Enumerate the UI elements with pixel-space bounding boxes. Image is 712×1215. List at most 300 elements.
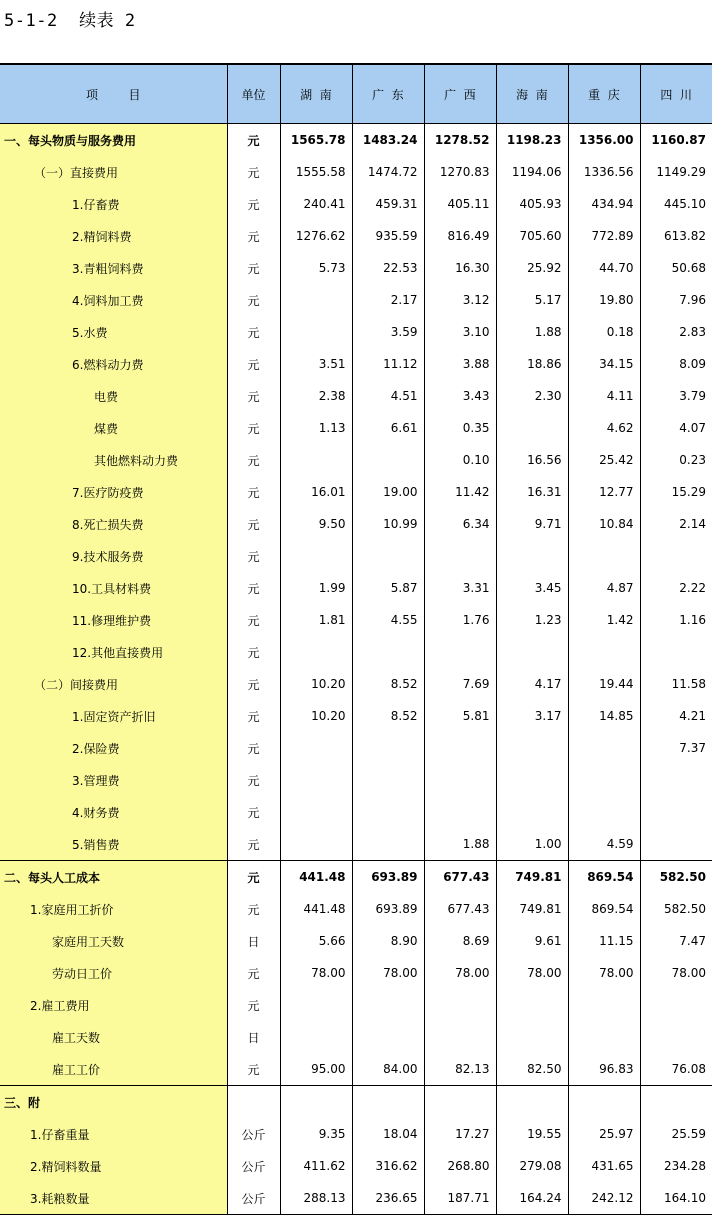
table-row — [0, 348, 712, 380]
row-value: 6.34 — [424, 508, 496, 540]
row-value — [424, 989, 496, 1021]
row-value: 693.89 — [352, 861, 424, 894]
row-value: 1160.87 — [640, 124, 712, 157]
row-value: 25.92 — [496, 252, 568, 284]
row-value — [424, 636, 496, 668]
row-label: 1.仔畜费 — [0, 188, 227, 220]
row-value: 2.38 — [280, 380, 352, 412]
row-label: 家庭用工天数 — [0, 925, 227, 957]
row-value — [424, 732, 496, 764]
row-value: 5.73 — [280, 252, 352, 284]
row-unit: 元 — [227, 444, 280, 476]
row-value: 17.27 — [424, 1118, 496, 1150]
row-unit: 元 — [227, 508, 280, 540]
row-value — [280, 636, 352, 668]
row-value: 1.23 — [496, 604, 568, 636]
row-value: 279.08 — [496, 1150, 568, 1182]
row-value: 7.37 — [640, 732, 712, 764]
table-row — [0, 861, 712, 894]
row-value: 1.42 — [568, 604, 640, 636]
row-label: 12.其他直接费用 — [0, 636, 227, 668]
table-header-row — [0, 64, 712, 124]
row-value: 5.66 — [280, 925, 352, 957]
row-label: 1.家庭用工折价 — [0, 893, 227, 925]
row-value: 445.10 — [640, 188, 712, 220]
row-value: 1.00 — [496, 828, 568, 861]
row-unit: 元 — [227, 348, 280, 380]
row-value — [352, 989, 424, 1021]
row-value: 3.79 — [640, 380, 712, 412]
row-value: 582.50 — [640, 861, 712, 894]
row-value — [568, 540, 640, 572]
row-value: 1.88 — [424, 828, 496, 861]
row-value: 411.62 — [280, 1150, 352, 1182]
row-unit: 元 — [227, 764, 280, 796]
row-value: 95.00 — [280, 1053, 352, 1086]
row-value — [352, 540, 424, 572]
row-value: 3.43 — [424, 380, 496, 412]
row-value: 16.31 — [496, 476, 568, 508]
row-value — [640, 764, 712, 796]
row-value: 3.17 — [496, 700, 568, 732]
row-unit: 公斤 — [227, 1182, 280, 1215]
row-value: 76.08 — [640, 1053, 712, 1086]
row-label: 3.管理费 — [0, 764, 227, 796]
row-unit — [227, 1086, 280, 1119]
table-row — [0, 156, 712, 188]
table-row — [0, 636, 712, 668]
row-unit: 元 — [227, 732, 280, 764]
table-row — [0, 796, 712, 828]
row-value: 187.71 — [424, 1182, 496, 1215]
row-value: 11.42 — [424, 476, 496, 508]
row-value: 1.76 — [424, 604, 496, 636]
row-unit: 元 — [227, 380, 280, 412]
row-value — [424, 1086, 496, 1119]
row-value: 3.31 — [424, 572, 496, 604]
row-value: 3.51 — [280, 348, 352, 380]
row-unit: 元 — [227, 252, 280, 284]
row-value: 0.23 — [640, 444, 712, 476]
cost-table — [0, 63, 712, 1215]
row-unit: 元 — [227, 828, 280, 861]
row-value: 268.80 — [424, 1150, 496, 1182]
row-value: 1.88 — [496, 316, 568, 348]
row-label: 4.饲料加工费 — [0, 284, 227, 316]
row-value — [280, 444, 352, 476]
row-value: 935.59 — [352, 220, 424, 252]
header-region: 广 西 — [424, 64, 496, 124]
row-label: 雇工工价 — [0, 1053, 227, 1086]
table-row — [0, 604, 712, 636]
row-value: 10.20 — [280, 668, 352, 700]
row-unit: 元 — [227, 412, 280, 444]
header-region: 海 南 — [496, 64, 568, 124]
table-row — [0, 412, 712, 444]
row-value: 234.28 — [640, 1150, 712, 1182]
row-value — [496, 764, 568, 796]
row-value — [280, 316, 352, 348]
row-value: 869.54 — [568, 861, 640, 894]
row-value: 11.58 — [640, 668, 712, 700]
row-label: 10.工具材料费 — [0, 572, 227, 604]
row-value: 164.10 — [640, 1182, 712, 1215]
table-row — [0, 1086, 712, 1119]
row-value: 8.09 — [640, 348, 712, 380]
row-unit: 日 — [227, 925, 280, 957]
row-label: 6.燃料动力费 — [0, 348, 227, 380]
row-label: 3.青粗饲料费 — [0, 252, 227, 284]
row-value: 16.01 — [280, 476, 352, 508]
row-label: 劳动日工价 — [0, 957, 227, 989]
row-value: 16.56 — [496, 444, 568, 476]
row-value: 82.50 — [496, 1053, 568, 1086]
row-value — [640, 796, 712, 828]
row-label: 1.固定资产折旧 — [0, 700, 227, 732]
row-value: 693.89 — [352, 893, 424, 925]
row-value: 4.87 — [568, 572, 640, 604]
table-row — [0, 1053, 712, 1086]
table-row — [0, 1150, 712, 1182]
row-value: 1276.62 — [280, 220, 352, 252]
row-value — [352, 1021, 424, 1053]
row-value — [280, 828, 352, 861]
row-value: 11.12 — [352, 348, 424, 380]
row-value: 749.81 — [496, 861, 568, 894]
row-value: 405.93 — [496, 188, 568, 220]
row-value — [280, 732, 352, 764]
row-value: 44.70 — [568, 252, 640, 284]
row-value: 242.12 — [568, 1182, 640, 1215]
row-unit: 元 — [227, 156, 280, 188]
row-value: 3.45 — [496, 572, 568, 604]
row-value: 50.68 — [640, 252, 712, 284]
row-unit: 元 — [227, 668, 280, 700]
row-value: 4.17 — [496, 668, 568, 700]
row-value: 677.43 — [424, 893, 496, 925]
row-value — [352, 796, 424, 828]
row-unit: 元 — [227, 989, 280, 1021]
row-value: 1270.83 — [424, 156, 496, 188]
row-value: 78.00 — [640, 957, 712, 989]
row-label: 2.保险费 — [0, 732, 227, 764]
row-value: 19.55 — [496, 1118, 568, 1150]
row-value: 4.55 — [352, 604, 424, 636]
row-value: 240.41 — [280, 188, 352, 220]
row-value: 816.49 — [424, 220, 496, 252]
row-label: （一）直接费用 — [0, 156, 227, 188]
row-value — [496, 540, 568, 572]
row-label: 1.仔畜重量 — [0, 1118, 227, 1150]
row-label: 三、附 — [0, 1086, 227, 1119]
row-value: 18.04 — [352, 1118, 424, 1150]
table-row — [0, 220, 712, 252]
row-value: 7.69 — [424, 668, 496, 700]
row-value — [280, 989, 352, 1021]
row-value — [640, 1021, 712, 1053]
row-label: 5.水费 — [0, 316, 227, 348]
row-value — [424, 796, 496, 828]
table-row — [0, 1021, 712, 1053]
row-value: 78.00 — [568, 957, 640, 989]
row-value: 1336.56 — [568, 156, 640, 188]
row-value — [496, 989, 568, 1021]
row-value: 6.61 — [352, 412, 424, 444]
row-value: 459.31 — [352, 188, 424, 220]
table-row — [0, 925, 712, 957]
row-value — [352, 732, 424, 764]
row-value: 1194.06 — [496, 156, 568, 188]
row-value: 441.48 — [280, 893, 352, 925]
row-value: 78.00 — [496, 957, 568, 989]
row-value — [568, 764, 640, 796]
row-value — [640, 989, 712, 1021]
row-value: 1555.58 — [280, 156, 352, 188]
row-value: 18.86 — [496, 348, 568, 380]
row-value: 236.65 — [352, 1182, 424, 1215]
row-value: 4.07 — [640, 412, 712, 444]
row-label: 其他燃料动力费 — [0, 444, 227, 476]
row-value: 2.22 — [640, 572, 712, 604]
row-value: 316.62 — [352, 1150, 424, 1182]
row-value — [424, 764, 496, 796]
row-value: 613.82 — [640, 220, 712, 252]
row-value — [568, 1021, 640, 1053]
row-label: 一、每头物质与服务费用 — [0, 124, 227, 157]
row-unit: 元 — [227, 284, 280, 316]
row-value: 11.15 — [568, 925, 640, 957]
row-value: 78.00 — [280, 957, 352, 989]
table-row — [0, 508, 712, 540]
row-unit: 元 — [227, 124, 280, 157]
row-label: 11.修理维护费 — [0, 604, 227, 636]
row-label: 2.雇工费用 — [0, 989, 227, 1021]
table-row — [0, 572, 712, 604]
row-value: 5.87 — [352, 572, 424, 604]
header-region: 四 川 — [640, 64, 712, 124]
row-value — [496, 412, 568, 444]
table-row — [0, 444, 712, 476]
row-value: 10.20 — [280, 700, 352, 732]
row-label: 煤费 — [0, 412, 227, 444]
row-value: 4.21 — [640, 700, 712, 732]
table-row — [0, 989, 712, 1021]
row-value: 3.59 — [352, 316, 424, 348]
row-value: 434.94 — [568, 188, 640, 220]
row-label: 8.死亡损失费 — [0, 508, 227, 540]
row-value: 2.17 — [352, 284, 424, 316]
row-value: 1356.00 — [568, 124, 640, 157]
row-value — [496, 1021, 568, 1053]
page-title: 5-1-2 续表 2 — [4, 11, 136, 31]
row-value: 1.81 — [280, 604, 352, 636]
row-value: 2.14 — [640, 508, 712, 540]
table-row — [0, 540, 712, 572]
row-value — [496, 732, 568, 764]
row-label: 3.耗粮数量 — [0, 1182, 227, 1215]
table-row — [0, 957, 712, 989]
row-unit: 元 — [227, 540, 280, 572]
row-value — [496, 796, 568, 828]
table-row — [0, 316, 712, 348]
row-value — [568, 1086, 640, 1119]
row-value: 2.30 — [496, 380, 568, 412]
row-value: 25.42 — [568, 444, 640, 476]
row-value: 0.35 — [424, 412, 496, 444]
row-value: 22.53 — [352, 252, 424, 284]
row-value: 9.61 — [496, 925, 568, 957]
row-value: 1565.78 — [280, 124, 352, 157]
row-value — [352, 764, 424, 796]
table-row — [0, 1118, 712, 1150]
row-value — [568, 796, 640, 828]
row-value: 4.62 — [568, 412, 640, 444]
header-region: 广 东 — [352, 64, 424, 124]
row-value — [640, 828, 712, 861]
row-value — [640, 636, 712, 668]
row-unit: 日 — [227, 1021, 280, 1053]
row-value: 96.83 — [568, 1053, 640, 1086]
table-row — [0, 893, 712, 925]
row-unit: 元 — [227, 604, 280, 636]
header-region: 湖 南 — [280, 64, 352, 124]
row-value: 772.89 — [568, 220, 640, 252]
row-value: 9.71 — [496, 508, 568, 540]
row-value — [496, 636, 568, 668]
row-value: 9.35 — [280, 1118, 352, 1150]
row-value: 0.10 — [424, 444, 496, 476]
row-value: 1149.29 — [640, 156, 712, 188]
row-value: 1.16 — [640, 604, 712, 636]
row-value: 869.54 — [568, 893, 640, 925]
row-unit: 元 — [227, 957, 280, 989]
row-value — [424, 1021, 496, 1053]
row-value: 12.77 — [568, 476, 640, 508]
row-value: 34.15 — [568, 348, 640, 380]
row-value — [280, 284, 352, 316]
row-value: 15.29 — [640, 476, 712, 508]
row-value — [280, 1086, 352, 1119]
row-unit: 元 — [227, 861, 280, 894]
row-value — [640, 540, 712, 572]
row-value: 1483.24 — [352, 124, 424, 157]
row-value — [280, 540, 352, 572]
table-row — [0, 700, 712, 732]
row-value: 705.60 — [496, 220, 568, 252]
row-value: 10.99 — [352, 508, 424, 540]
row-value: 4.51 — [352, 380, 424, 412]
row-label: 2.精饲料费 — [0, 220, 227, 252]
row-value: 16.30 — [424, 252, 496, 284]
row-value: 8.52 — [352, 668, 424, 700]
row-value: 78.00 — [352, 957, 424, 989]
row-value: 9.50 — [280, 508, 352, 540]
row-value: 3.10 — [424, 316, 496, 348]
header-unit: 单位 — [227, 64, 280, 124]
row-label: 电费 — [0, 380, 227, 412]
row-value — [496, 1086, 568, 1119]
row-value: 19.44 — [568, 668, 640, 700]
row-value — [568, 732, 640, 764]
row-value: 25.97 — [568, 1118, 640, 1150]
table-row — [0, 828, 712, 861]
table-row — [0, 476, 712, 508]
row-value: 288.13 — [280, 1182, 352, 1215]
table-row — [0, 284, 712, 316]
row-value: 1.13 — [280, 412, 352, 444]
row-value: 749.81 — [496, 893, 568, 925]
row-unit: 元 — [227, 700, 280, 732]
row-value — [352, 1086, 424, 1119]
row-unit: 元 — [227, 220, 280, 252]
row-value — [568, 636, 640, 668]
row-value: 19.00 — [352, 476, 424, 508]
row-value: 1.99 — [280, 572, 352, 604]
row-unit: 元 — [227, 1053, 280, 1086]
row-value: 431.65 — [568, 1150, 640, 1182]
row-value: 2.83 — [640, 316, 712, 348]
row-value — [352, 828, 424, 861]
row-value — [568, 989, 640, 1021]
row-value: 25.59 — [640, 1118, 712, 1150]
row-value — [640, 1086, 712, 1119]
row-value: 3.88 — [424, 348, 496, 380]
row-unit: 元 — [227, 893, 280, 925]
row-unit: 元 — [227, 572, 280, 604]
row-unit: 公斤 — [227, 1150, 280, 1182]
row-value: 4.59 — [568, 828, 640, 861]
row-label: 2.精饲料数量 — [0, 1150, 227, 1182]
row-value: 1198.23 — [496, 124, 568, 157]
row-value: 0.18 — [568, 316, 640, 348]
row-value: 4.11 — [568, 380, 640, 412]
row-unit: 元 — [227, 796, 280, 828]
table-body — [0, 124, 712, 1215]
row-value: 441.48 — [280, 861, 352, 894]
table-row — [0, 188, 712, 220]
row-value: 677.43 — [424, 861, 496, 894]
row-value — [280, 796, 352, 828]
row-unit: 元 — [227, 636, 280, 668]
table-row — [0, 668, 712, 700]
row-value: 8.52 — [352, 700, 424, 732]
table-row — [0, 764, 712, 796]
row-value: 5.81 — [424, 700, 496, 732]
row-label: 5.销售费 — [0, 828, 227, 861]
row-value — [352, 444, 424, 476]
row-value: 7.96 — [640, 284, 712, 316]
row-value: 10.84 — [568, 508, 640, 540]
row-value — [280, 764, 352, 796]
row-unit: 元 — [227, 188, 280, 220]
table-row — [0, 732, 712, 764]
header-item: 项 目 — [0, 64, 227, 124]
row-value: 405.11 — [424, 188, 496, 220]
row-label: 7.医疗防疫费 — [0, 476, 227, 508]
row-label: （二）间接费用 — [0, 668, 227, 700]
table-row — [0, 252, 712, 284]
row-label: 9.技术服务费 — [0, 540, 227, 572]
table-row — [0, 380, 712, 412]
row-value: 82.13 — [424, 1053, 496, 1086]
row-value: 1474.72 — [352, 156, 424, 188]
row-value: 164.24 — [496, 1182, 568, 1215]
row-value: 5.17 — [496, 284, 568, 316]
row-value: 1278.52 — [424, 124, 496, 157]
row-value: 582.50 — [640, 893, 712, 925]
row-unit: 公斤 — [227, 1118, 280, 1150]
row-value — [424, 540, 496, 572]
